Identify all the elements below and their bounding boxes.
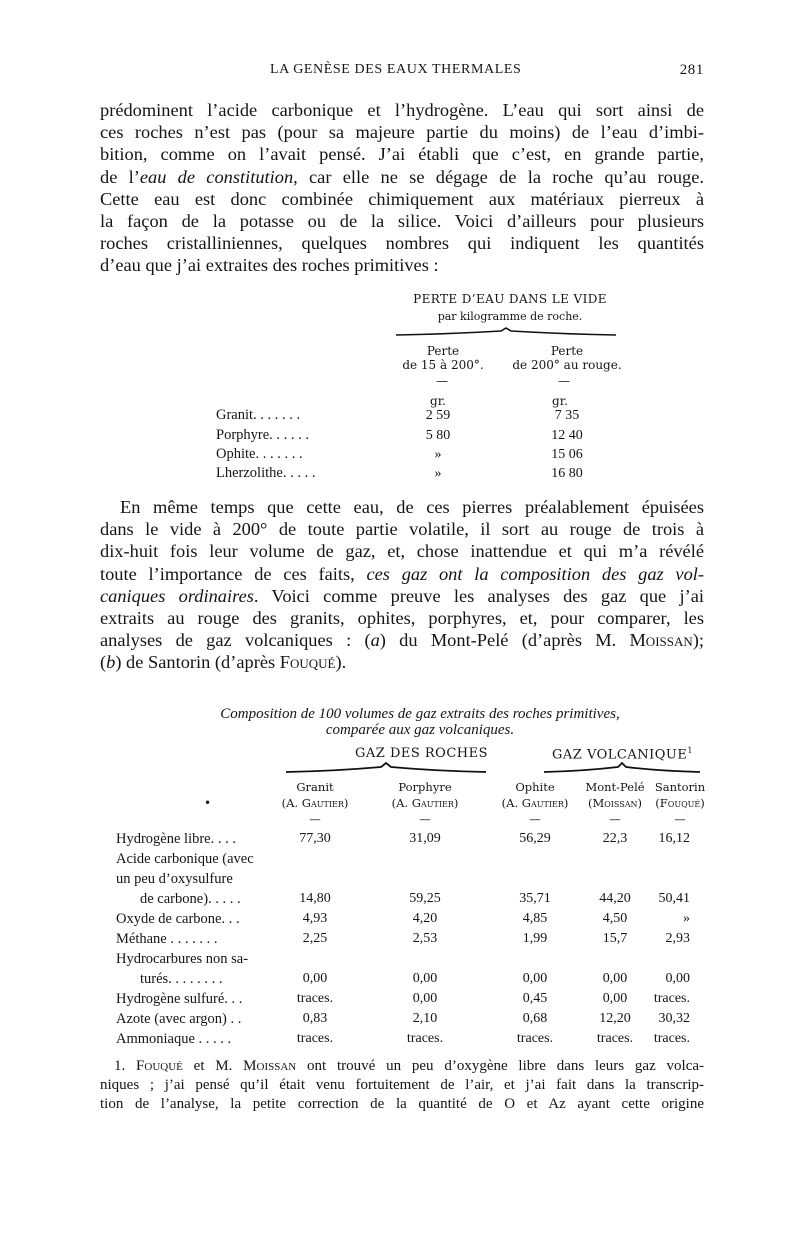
emphasis: caniques ordinaires <box>100 585 254 606</box>
table2-cell: 0,45 <box>522 991 548 1006</box>
table2-cell: 0,83 <box>302 1011 328 1026</box>
table2-caption: comparée aux gaz volcaniques. <box>325 722 515 738</box>
text-line: la façon de la potasse ou de la silice. Voici d’ailleurs pour plusieurs <box>100 211 704 232</box>
table2-row-label: Azote (avec argon) . . <box>116 1011 242 1027</box>
table1-cell: 5 80 <box>425 428 451 443</box>
table1-row-label: Lherzolithe. . . . . <box>216 465 316 481</box>
table2-cell: 12,20 <box>599 1011 631 1026</box>
table2-cell: 4,85 <box>522 911 548 926</box>
table1-cell: » <box>434 466 442 481</box>
table2-cell: 2,10 <box>412 1011 438 1026</box>
table2-cell: 15,7 <box>602 931 628 946</box>
group-header-volcanic: GAZ VOLCANIQUE$^1$ <box>552 746 693 763</box>
text-line: toute l’importance de ces faits, ces gaz ont la composition des gaz vol- <box>100 563 704 584</box>
dash: — <box>558 374 570 388</box>
table2-cell: 22,3 <box>602 831 628 846</box>
text-line: de l’eau de constitution, car elle ne se dégage de la roche qu’au rouge. <box>100 166 704 187</box>
table2-cell: » <box>683 911 690 926</box>
brace-divider <box>396 327 616 337</box>
table2-cell: 44,20 <box>599 891 631 906</box>
table2-cell: 4,20 <box>412 911 438 926</box>
table2-cell: 0,00 <box>522 971 548 986</box>
text-line: dix-huit fois leur volume de gaz, et, chose inattendue et qui m’a révélé <box>100 541 704 562</box>
table2-cell: 0,00 <box>302 971 328 986</box>
table2-caption: Composition de 100 volumes de gaz extraits des roches primitives, <box>220 706 620 722</box>
table2-row-label: Ammoniaque . . . . . <box>116 1031 232 1047</box>
table2-cell: traces. <box>653 1031 690 1046</box>
table2-cell: 50,41 <box>658 891 690 906</box>
footnote-line: tion de l’analyse, la petite correction de la quantité de O et Az ayant cette origine <box>100 1096 704 1112</box>
table2-row-label: Hydrogène libre. . . . <box>116 831 236 847</box>
text-line: extraits au rouge des granits, ophites, porphyres, et, pour comparer, les <box>100 608 704 629</box>
table2-row-label: de carbone). . . . . <box>140 891 241 907</box>
table2-row-label: Oxyde de carbone. . . <box>116 911 240 927</box>
table2-cell: 16,12 <box>658 831 690 846</box>
bullet-mark: • <box>204 796 212 810</box>
footnote <box>100 1057 704 1114</box>
text-line: ces roches n’est pas (pour sa majeure partie du moins) de l’eau d’imbi- <box>100 122 704 143</box>
footnote-line: niques ; j’ai pensé qu’il était venu fortuitement de l’air, et j’ai fait dans la transcrip- <box>100 1077 704 1093</box>
table2-cell: 2,53 <box>412 931 438 946</box>
table2-cell: traces. <box>596 1031 634 1046</box>
table2-cell: traces. <box>516 1031 554 1046</box>
paragraph-1 <box>100 99 704 277</box>
table2-col-header: Santorin (Fouqué) — <box>654 780 706 826</box>
table2-cell: 59,25 <box>409 891 441 906</box>
table2-cell: 4,50 <box>602 911 628 926</box>
author-name: Moissan <box>629 630 693 651</box>
brace-divider <box>286 762 486 774</box>
text-line: d’eau que j’ai extraites des roches primitives : <box>100 255 439 276</box>
table1-row-label: Granit. . . . . . . <box>216 407 301 423</box>
footnote-marker: 1 <box>687 746 693 755</box>
table2-cell: 56,29 <box>519 831 551 846</box>
table1-cell: 2 59 <box>425 408 451 423</box>
text-line: roches cristalliniennes, quelques nombres qui indiquent les quantités <box>100 233 704 254</box>
text-line: bition, comme on l’avait pensé. J’ai établi que c’est, en grande partie, <box>100 144 704 165</box>
table2-cell: 0,68 <box>522 1011 548 1026</box>
page-number: 281 <box>679 62 704 78</box>
table2-cell: 0,00 <box>412 991 438 1006</box>
emphasis: ces gaz ont la composition des gaz vol- <box>366 563 704 584</box>
table2-cell: 31,09 <box>409 831 441 846</box>
table2-cell: 0,00 <box>412 971 438 986</box>
table1-col2-header: Perte de 200° au rouge. <box>512 344 622 372</box>
table2-cell: 35,71 <box>519 891 551 906</box>
dash: — <box>436 374 448 388</box>
author-name: Fouqué <box>136 1058 183 1074</box>
table1-row-label: Ophite. . . . . . . <box>216 446 303 462</box>
table1-title: PERTE D’EAU DANS LE VIDE <box>413 292 607 306</box>
table2-cell: 0,00 <box>665 971 690 986</box>
text-line: (b) de Santorin (d’après Fouqué). <box>100 652 347 673</box>
table1-subtitle: par kilogramme de roche. <box>437 310 583 323</box>
table1-cell: 16 80 <box>551 466 583 481</box>
table2-cell: 77,30 <box>299 831 331 846</box>
table1-cell: » <box>434 447 442 462</box>
table2-row-label: turés. . . . . . . . <box>140 971 223 987</box>
table2-cell: 4,93 <box>302 911 328 926</box>
paragraph-2 <box>100 496 704 674</box>
table2-cell: 14,80 <box>299 891 331 906</box>
table2-cell: 2,93 <box>665 931 690 946</box>
table2-col-header: Ophite (A. Gautier) — <box>501 780 569 826</box>
table2-row-label: Hydrocarbures non sa- <box>116 951 249 967</box>
text-line: dans le vide à 200° de toute partie volatile, il sort au rouge de trois à <box>100 519 704 540</box>
emphasis: eau de constitution <box>139 166 294 187</box>
author-name: Fouqué <box>279 652 336 673</box>
table2-cell: traces. <box>296 1031 334 1046</box>
table2-cell: 30,32 <box>658 1011 690 1026</box>
running-head-title: LA GENÈSE DES EAUX THERMALES <box>270 62 522 77</box>
brace-divider <box>544 762 700 774</box>
table1-row-label: Porphyre. . . . . . <box>216 427 310 443</box>
text-line: prédominent l’acide carbonique et l’hydrogène. L’eau qui sort ainsi de <box>100 100 704 120</box>
text-line: analyses de gaz volcaniques : (a) du Mont-Pelé (d’après M. Moissan); <box>100 630 704 651</box>
table1-cell: 7 35 <box>554 408 580 423</box>
table2-cell: 0,00 <box>602 991 628 1006</box>
footnote-line: 1. Fouqué et M. Moissan ont trouvé un peu d’oxygène libre dans leurs gaz volca- <box>114 1058 705 1074</box>
table1-col1-header: Perte de 15 à 200°. <box>402 344 484 372</box>
table2-row-label: Acide carbonique (avec <box>116 851 254 867</box>
table2-cell: traces. <box>653 991 690 1006</box>
text-line: caniques ordinaires. Voici comme preuve les analyses des gaz que j’ai <box>100 585 704 606</box>
table2-cell: 1,99 <box>522 931 548 946</box>
group-header-rocks: GAZ DES ROCHES <box>355 746 489 761</box>
table2-col-header: Mont-Pelé (Moissan) — <box>585 780 645 826</box>
table1-cell: 15 06 <box>551 447 583 462</box>
table2-cell: 2,25 <box>302 931 328 946</box>
table2-row-label: Hydrogène sulfuré. . . <box>116 991 243 1007</box>
table2-col-header: Granit (A. Gautier) — <box>281 780 349 826</box>
table1-cell: 12 40 <box>551 428 583 443</box>
table2-row-label: un peu d’oxysulfure <box>116 871 233 887</box>
text-line: En même temps que cette eau, de ces pierres préalablement épuisées <box>120 497 704 517</box>
table2-cell: 0,00 <box>602 971 628 986</box>
author-name: Moissan <box>243 1058 297 1074</box>
table2-cell: traces. <box>406 1031 444 1046</box>
table2-col-header: Porphyre (A. Gautier) — <box>391 780 459 826</box>
text-line: Cette eau est donc combinée chimiquement aux matériaux pierreux à <box>100 188 704 209</box>
unit-label: gr. <box>552 394 568 408</box>
table2-row-label: Méthane . . . . . . . <box>116 931 218 947</box>
table2-cell: traces. <box>296 991 334 1006</box>
unit-label: gr. <box>430 394 446 408</box>
